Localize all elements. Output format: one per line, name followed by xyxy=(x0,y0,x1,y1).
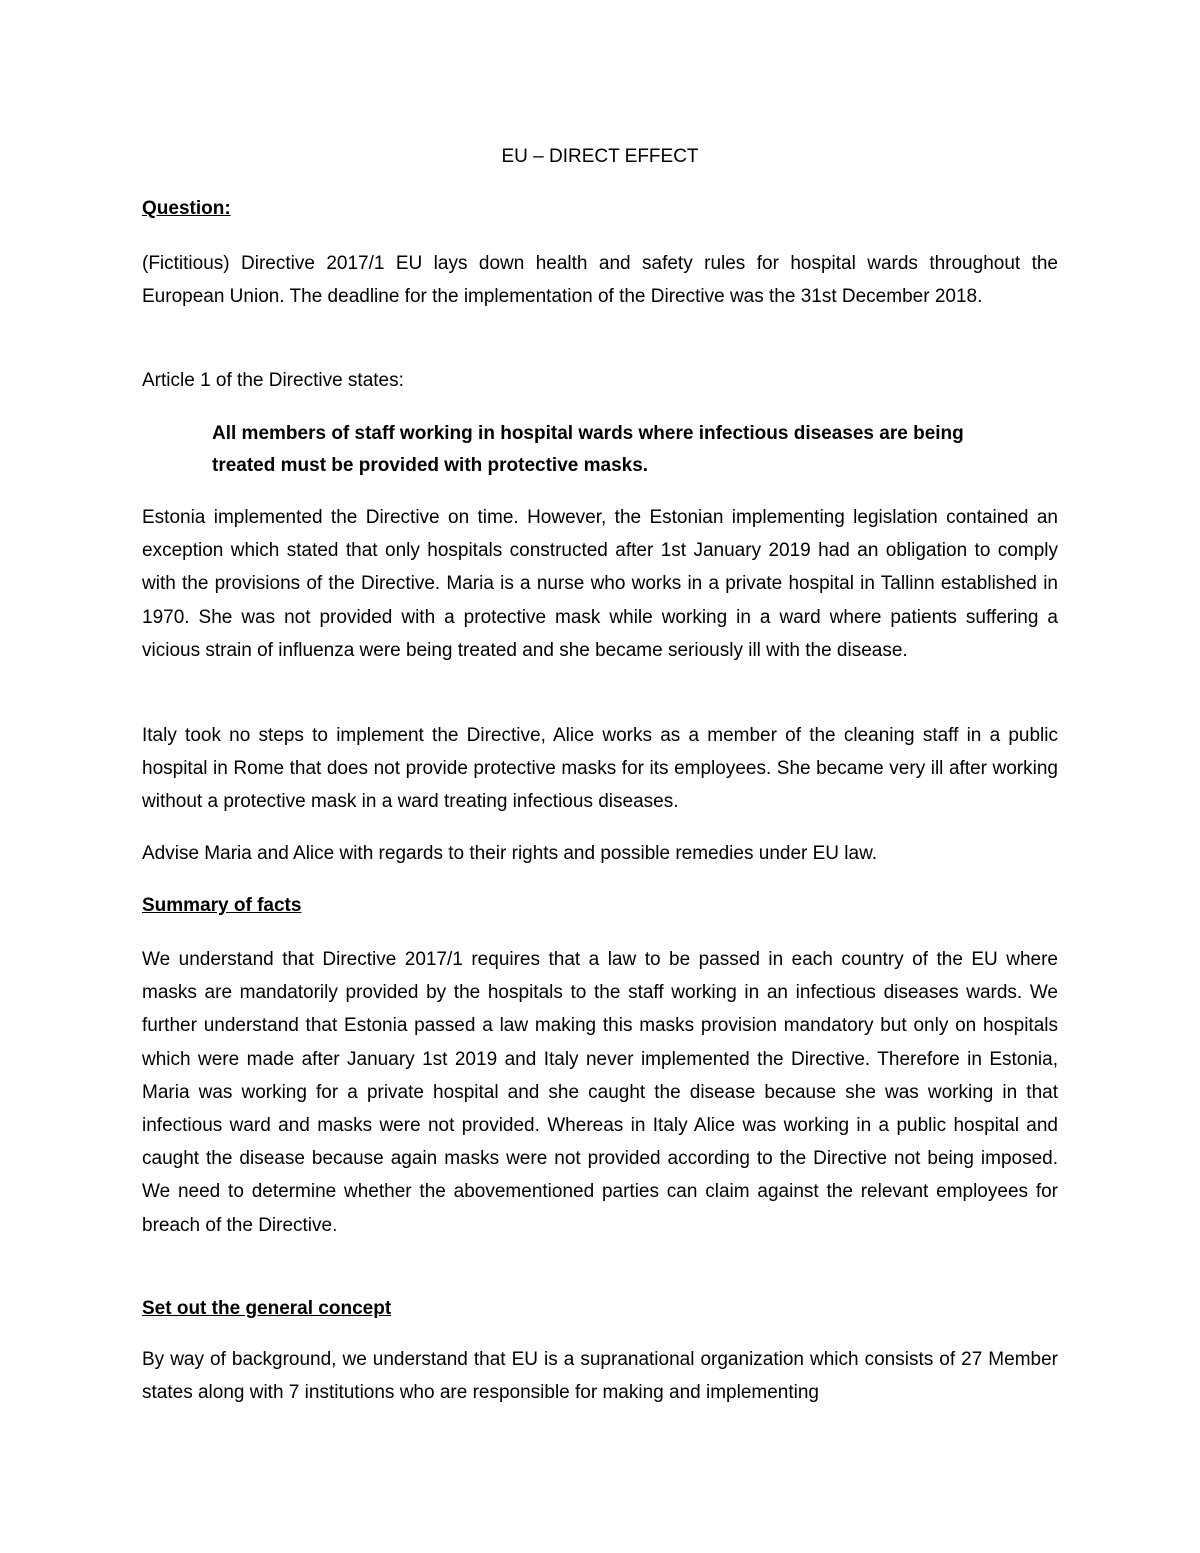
paragraph-summary: We understand that Directive 2017/1 requires that a law to be passed in each country of the EU where masks are mandatorily provided by the hospitals to the staff working in an infectious diseases wards. We further understand that Estonia passed a law making this masks provision mandatory but only on hospitals which were made after January 1st 2019 and Italy never implemented the Directive. Therefore in Estonia, Maria was working for a private hospital and she caught the disease because she was working in that infectious ward and masks were not provided. Whereas in Italy Alice was working in a public hospital and caught the disease because again masks were not provided according to the Directive not being imposed. We need to determine whether the abovementioned parties can claim against the relevant employees for breach of the Directive. xyxy=(142,949,1058,1236)
paragraph-background: By way of background, we understand that EU is a supranational organization which consists of 27 Member states along with 7 institutions who are responsible for making and implementing xyxy=(142,1349,1058,1404)
article-quote: All members of staff working in hospital wards where infectious diseases are being treated must be provided with protective masks. xyxy=(212,423,964,476)
summary-heading: Summary of facts xyxy=(142,895,302,916)
paragraph-directive-intro: (Fictitious) Directive 2017/1 EU lays down health and safety rules for hospital wards throughout the European Union. The deadline for the implementation of the Directive was the 31st December 2018. xyxy=(142,253,1058,308)
paragraph-advise: Advise Maria and Alice with regards to their rights and possible remedies under EU law. xyxy=(142,843,878,864)
concept-heading: Set out the general concept xyxy=(142,1298,392,1319)
question-heading: Question: xyxy=(142,198,231,219)
paragraph-article-intro: Article 1 of the Directive states: xyxy=(142,370,404,391)
document-title: EU – DIRECT EFFECT xyxy=(501,146,699,167)
paragraph-italy: Italy took no steps to implement the Directive, Alice works as a member of the cleaning staff in a public hospital in Rome that does not provide protective masks for its employees. She became very ill after working without a protective mask in a ward treating infectious diseases. xyxy=(142,725,1058,813)
paragraph-estonia: Estonia implemented the Directive on time. However, the Estonian implementing legislation contained an exception which stated that only hospitals constructed after 1st January 2019 had an obligation to comply with the provisions of the Directive. Maria is a nurse who works in a private hospital in Tallinn established in 1970. She was not provided with a protective mask while working in a ward where patients suffering a vicious strain of influenza were being treated and she became seriously ill with the disease. xyxy=(142,507,1058,661)
